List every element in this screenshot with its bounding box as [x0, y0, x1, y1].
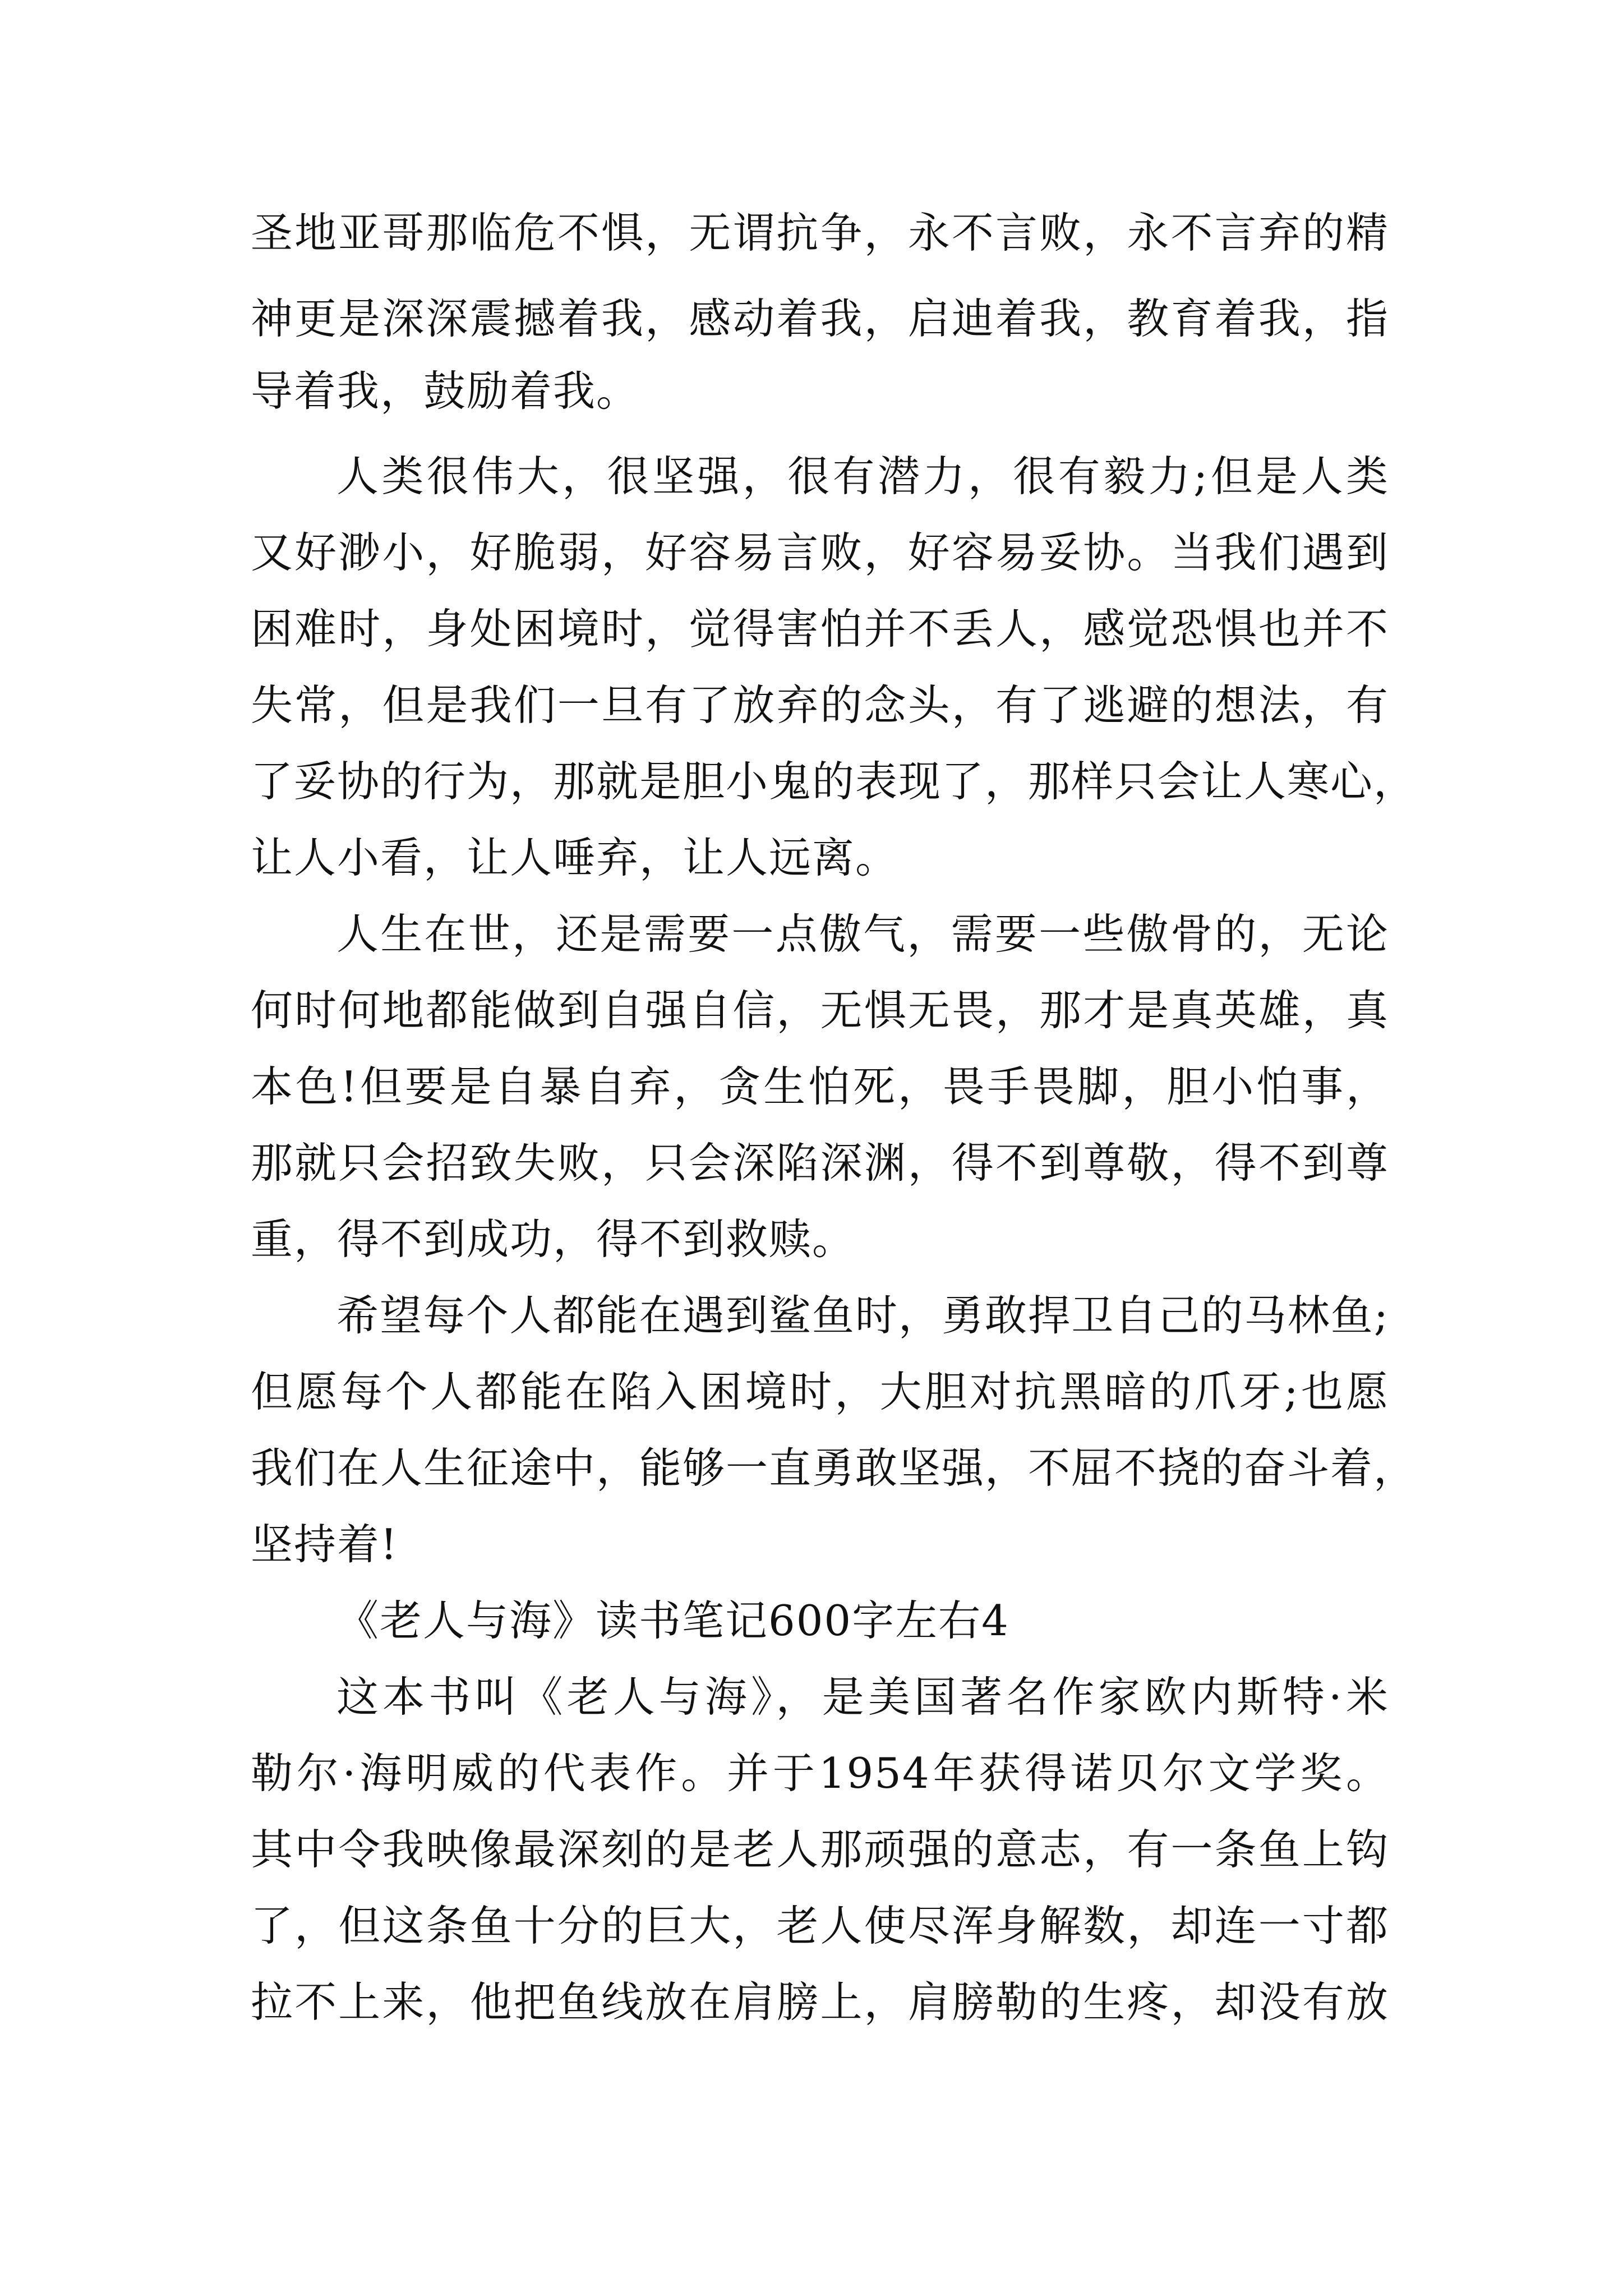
text-line: 重，得不到成功，得不到救赎。	[251, 1214, 856, 1264]
text-line: 人类很伟大，很坚强，很有潜力，很有毅力;但是人类	[336, 452, 1389, 501]
text-line: 神更是深深震撼着我，感动着我，启迪着我，教育着我，指	[251, 294, 1389, 343]
text-line: 坚持着!	[251, 1520, 399, 1569]
text-line: 导着我，鼓励着我。	[251, 366, 640, 416]
text-line: 了，但这条鱼十分的巨大，老人使尽浑身解数，却连一寸都	[251, 1901, 1389, 1950]
text-line: 圣地亚哥那临危不惧，无谓抗争，永不言败，永不言弃的精	[251, 208, 1389, 257]
text-line: 人生在世，还是需要一点傲气，需要一些傲骨的，无论	[336, 909, 1389, 959]
text-line: 我们在人生征途中，能够一直勇敢坚强，不屈不挠的奋斗着，	[251, 1443, 1417, 1493]
text-line: 这本书叫《老人与海》，是美国著名作家欧内斯特·米	[336, 1672, 1389, 1722]
section-heading: 《老人与海》读书笔记600字左右4	[336, 1596, 1009, 1645]
text-line: 希望每个人都能在遇到鲨鱼时，勇敢捍卫自己的马林鱼;	[336, 1291, 1389, 1340]
text-line: 那就只会招致失败，只会深陷深渊，得不到尊敬，得不到尊	[251, 1138, 1389, 1188]
text-line: 困难时，身处困境时，觉得害怕并不丢人，感觉恐惧也并不	[251, 604, 1389, 654]
text-line: 何时何地都能做到自强自信，无惧无畏，那才是真英雄，真	[251, 986, 1389, 1035]
text-line: 了妥协的行为，那就是胆小鬼的表现了，那样只会让人寒心，	[251, 757, 1417, 806]
text-line: 勒尔·海明威的代表作。并于1954年获得诺贝尔文学奖。	[251, 1749, 1389, 1798]
text-line: 本色!但要是自暴自弃，贪生怕死，畏手畏脚，胆小怕事，	[251, 1062, 1389, 1111]
text-line: 但愿每个人都能在陷入困境时，大胆对抗黑暗的爪牙;也愿	[251, 1367, 1389, 1416]
text-line: 让人小看，让人唾弃，让人远离。	[251, 833, 899, 882]
text-line: 其中令我映像最深刻的是老人那顽强的意志，有一条鱼上钩	[251, 1825, 1389, 1874]
text-line: 失常，但是我们一旦有了放弃的念头，有了逃避的想法，有	[251, 680, 1389, 730]
text-line: 又好渺小，好脆弱，好容易言败，好容易妥协。当我们遇到	[251, 528, 1389, 577]
text-line: 拉不上来，他把鱼线放在肩膀上，肩膀勒的生疼，却没有放	[251, 1977, 1389, 2027]
